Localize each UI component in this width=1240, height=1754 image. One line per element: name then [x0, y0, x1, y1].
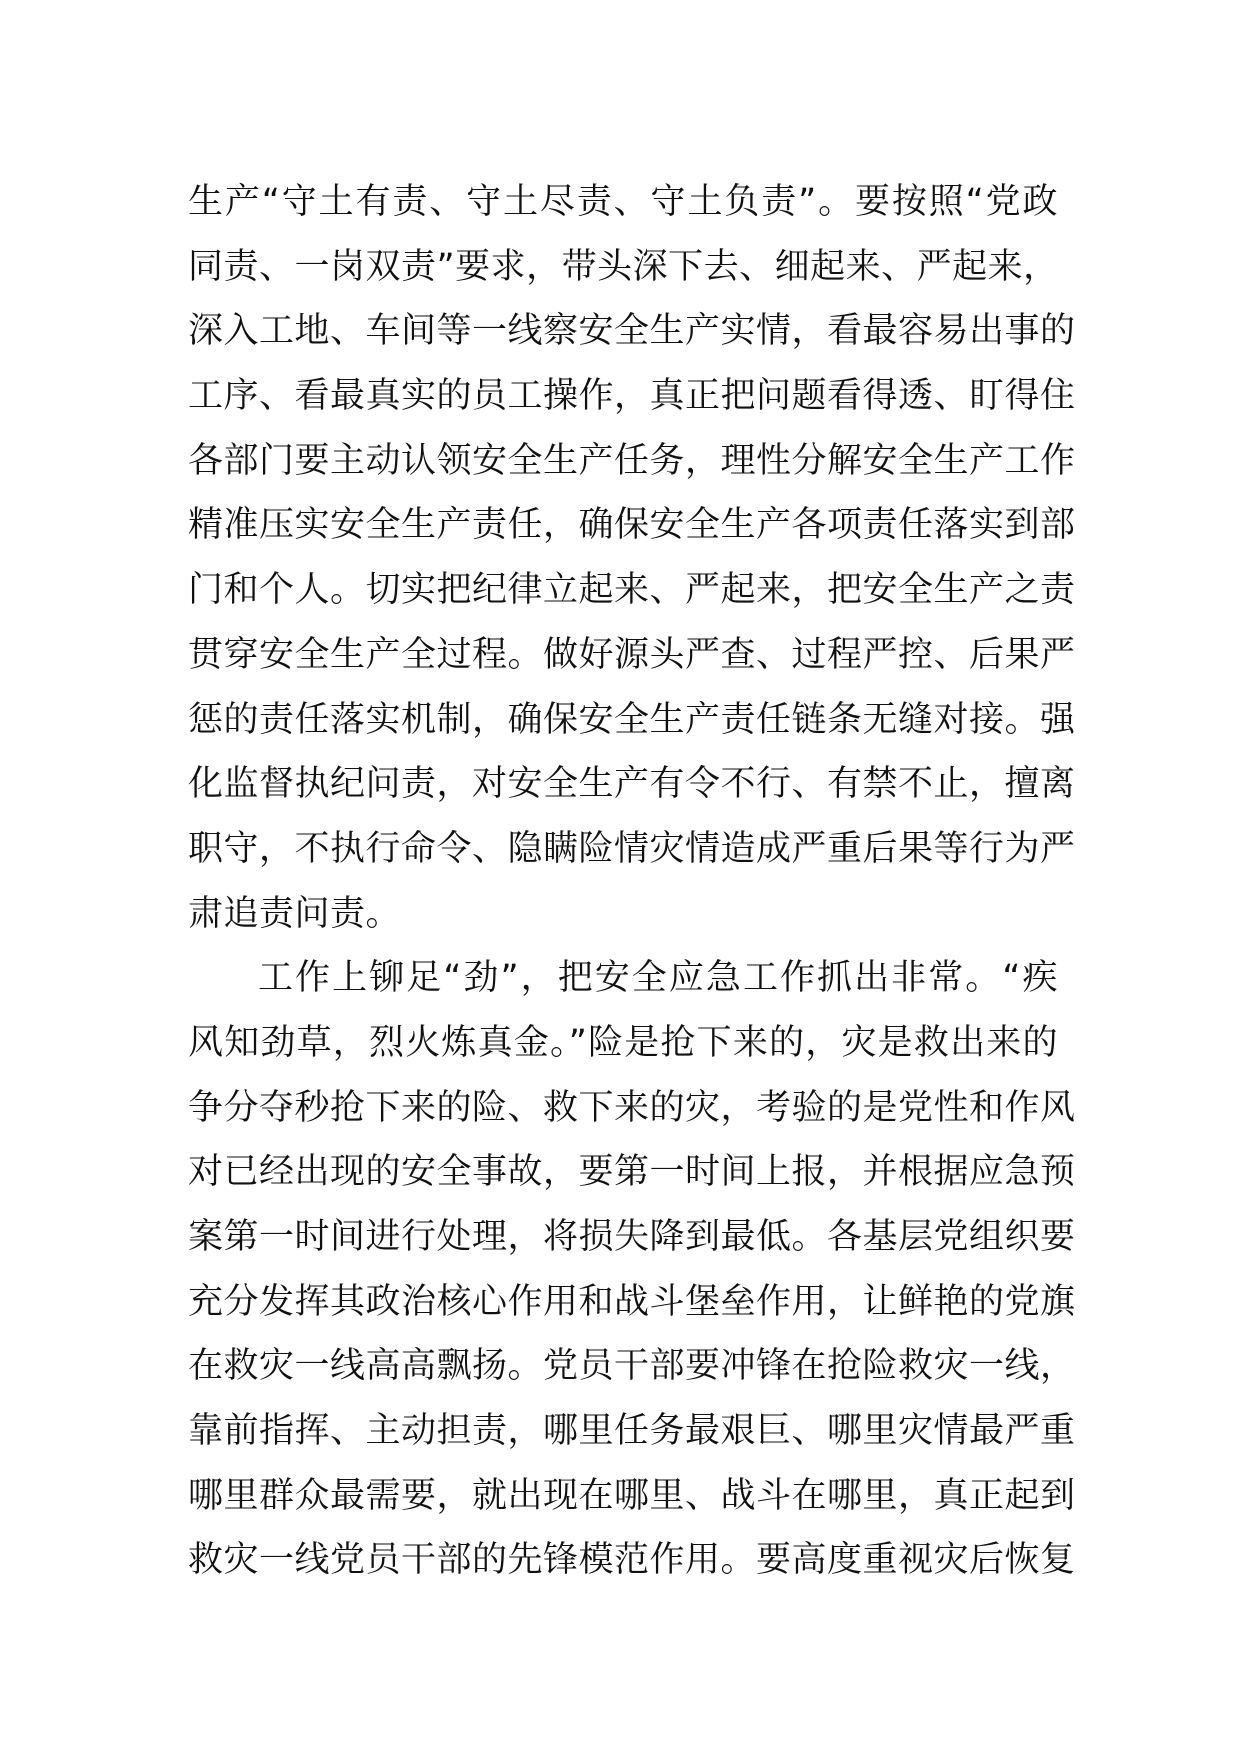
- text-line: 门和个人。切实把纪律立起来、严起来，把安全生产之责: [188, 570, 1076, 611]
- text-line: 深入工地、车间等一线察安全生产实情，看最容易出事的: [188, 311, 1076, 352]
- text-line: 救灾一线党员干部的先锋模范作用。要高度重视灾后恢复: [188, 1540, 1076, 1581]
- text-line: 生产“守土有责、守土尽责、守土负责”。要按照“党政: [188, 182, 1058, 222]
- text-line: 各部门要主动认领安全生产任务，理性分解安全生产工作: [188, 440, 1076, 481]
- body-text: [188, 170, 1076, 1593]
- text-line: 靠前指挥、主动担责，哪里任务最艰巨、哪里灾情最严重: [188, 1411, 1076, 1452]
- text-line: 职守，不执行命令、隐瞒险情灾情造成严重后果等行为严: [188, 828, 1076, 869]
- text-line: 哪里群众最需要，就出现在哪里、战斗在哪里，真正起到: [188, 1475, 1076, 1516]
- text-line: 化监督执纪问责，对安全生产有令不行、有禁不止，擅离: [188, 764, 1076, 805]
- text-line: 充分发挥其政治核心作用和战斗堡垒作用，让鲜艳的党旗: [188, 1281, 1076, 1322]
- text-line: 争分夺秒抢下来的险、救下来的灾，考验的是党性和作风: [188, 1087, 1076, 1128]
- text-line: 案第一时间进行处理，将损失降到最低。各基层党组织要: [188, 1217, 1076, 1257]
- paragraph-start-line: 工作上铆足“劲”，把安全应急工作抓出非常。“疾: [258, 958, 1058, 999]
- text-line: 风知劲草，烈火炼真金。”险是抢下来的，灾是救出来的: [188, 1022, 1058, 1063]
- text-line: 贯穿安全生产全过程。做好源头严查、过程严控、后果严: [188, 634, 1076, 675]
- text-line: 惩的责任落实机制，确保安全生产责任链条无缝对接。强: [188, 699, 1076, 740]
- text-line: 精准压实安全生产责任，确保安全生产各项责任落实到部: [188, 505, 1076, 546]
- paragraph-end-line: 肃追责问责。: [188, 893, 402, 934]
- text-line: 工序、看最真实的员工操作，真正把问题看得透、盯得住: [188, 376, 1076, 417]
- text-line: 对已经出现的安全事故，要第一时间上报，并根据应急预: [188, 1152, 1076, 1193]
- text-line: 在救灾一线高高飘扬。党员干部要冲锋在抢险救灾一线，: [188, 1346, 1076, 1387]
- text-line: 同责、一岗双责”要求，带头深下去、细起来、严起来，: [188, 246, 1059, 287]
